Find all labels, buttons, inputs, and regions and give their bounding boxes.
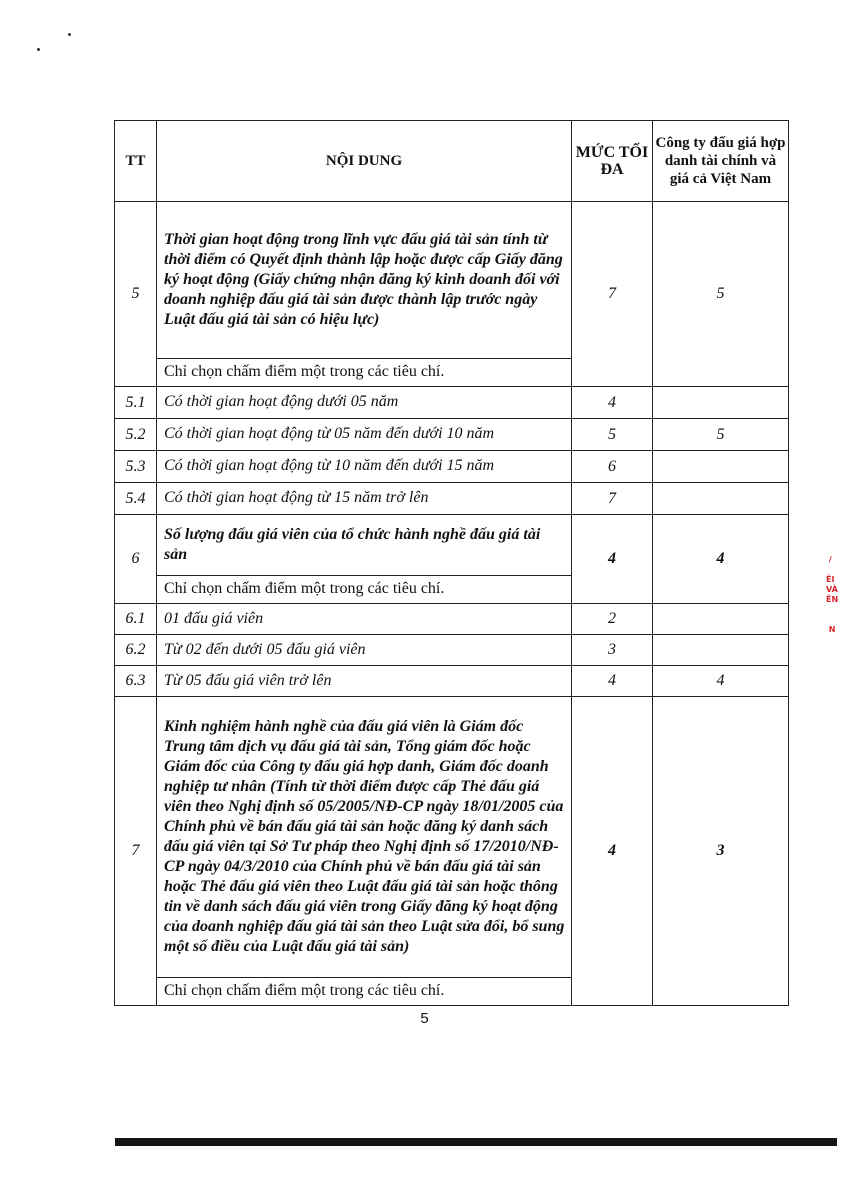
row-max: 4	[572, 515, 653, 604]
row-content: Từ 05 đấu giá viên trở lên	[157, 666, 572, 697]
table-row	[115, 483, 789, 515]
row-content: Số lượng đấu giá viên của tổ chức hành nghề đấu giá tài sản	[157, 515, 572, 576]
header-max-score: MỨC TỐI ĐA	[572, 121, 653, 202]
row-score: 5	[653, 202, 789, 387]
row-content: Có thời gian hoạt động từ 10 năm đến dưới 15 năm	[157, 451, 572, 483]
row-content: 01 đấu giá viên	[157, 604, 572, 635]
table-row	[115, 387, 789, 419]
table-header-row	[115, 121, 789, 202]
row-max: 4	[572, 387, 653, 419]
row-max: 3	[572, 635, 653, 666]
table-row	[115, 202, 789, 359]
page-number: 5	[420, 1010, 429, 1027]
row-content: Thời gian hoạt động trong lĩnh vực đấu giá tài sản tính từ thời điểm có Quyết định thành lập hoặc được cấp Giấy đăng ký hoạt động (Giấy chứng nhận đăng ký kinh doanh đối với doanh nghiệp đấu giá tài sản được thành lập trước ngày Luật đấu giá tài sản có hiệu lực)	[157, 202, 572, 359]
row-content: Kinh nghiệm hành nghề của đấu giá viên là Giám đốc Trung tâm dịch vụ đấu giá tài sản, Tổng giám đốc hoặc Giám đốc của Công ty đấu giá hợp danh, Giám đốc doanh nghiệp tư nhân (Tính từ thời điểm được cấp Thẻ đấu giá viên theo Nghị định số 05/2005/NĐ-CP ngày 18/01/2005 của Chính phủ về bán đấu giá tài sản hoặc đăng ký danh sách đấu giá viên tại Sở Tư pháp theo Nghị định số 17/2010/NĐ-CP ngày 04/3/2010 của Chính phủ về bán đấu giá tài sản hoặc Thẻ đấu giá viên theo Luật đấu giá tài sản hoặc thông tin về danh sách đấu giá viên trong Giấy đăng ký hoạt động của doanh nghiệp đấu giá tài sản theo Luật sửa đổi, bổ sung một số điều của Luật đấu giá tài sản)	[157, 697, 572, 978]
row-score: 3	[653, 697, 789, 1006]
row-content: Có thời gian hoạt động từ 15 năm trở lên	[157, 483, 572, 515]
row-instruction: Chỉ chọn chấm điểm một trong các tiêu chí.	[157, 359, 572, 387]
table-row	[115, 451, 789, 483]
row-tt: 5.2	[115, 419, 157, 451]
header-content: NỘI DUNG	[157, 121, 572, 202]
row-tt: 6	[115, 515, 157, 604]
row-tt: 7	[115, 697, 157, 1006]
row-content: Từ 02 đến dưới 05 đấu giá viên	[157, 635, 572, 666]
row-max: 7	[572, 483, 653, 515]
scan-speck	[37, 48, 40, 51]
row-max: 5	[572, 419, 653, 451]
row-tt: 6.1	[115, 604, 157, 635]
row-score	[653, 604, 789, 635]
row-tt: 5.1	[115, 387, 157, 419]
row-score: 4	[653, 515, 789, 604]
row-max: 7	[572, 202, 653, 387]
row-score	[653, 635, 789, 666]
row-score	[653, 451, 789, 483]
row-score	[653, 483, 789, 515]
table-row	[115, 604, 789, 635]
row-tt: 6.2	[115, 635, 157, 666]
row-max: 6	[572, 451, 653, 483]
row-score: 5	[653, 419, 789, 451]
row-score	[653, 387, 789, 419]
table-row	[115, 635, 789, 666]
row-max: 4	[572, 697, 653, 1006]
row-content: Có thời gian hoạt động từ 05 năm đến dưới 10 năm	[157, 419, 572, 451]
scoring-table	[114, 120, 789, 1006]
header-tt: TT	[115, 121, 157, 202]
scan-speck	[68, 33, 71, 36]
row-tt: 5.3	[115, 451, 157, 483]
table-row	[115, 697, 789, 978]
row-max: 4	[572, 666, 653, 697]
row-content: Có thời gian hoạt động dưới 05 năm	[157, 387, 572, 419]
row-tt: 5	[115, 202, 157, 387]
table-row	[115, 515, 789, 576]
row-instruction: Chỉ chọn chấm điểm một trong các tiêu chí.	[157, 576, 572, 604]
table-row	[115, 419, 789, 451]
red-stamp-fragment: / ÊI VÀ ÊN N	[826, 555, 839, 634]
row-tt: 6.3	[115, 666, 157, 697]
table-row	[115, 666, 789, 697]
row-instruction: Chỉ chọn chấm điểm một trong các tiêu chí.	[157, 978, 572, 1006]
header-company-score: Công ty đấu giá hợp danh tài chính và giá cả Việt Nam	[653, 121, 789, 202]
row-tt: 5.4	[115, 483, 157, 515]
row-score: 4	[653, 666, 789, 697]
row-max: 2	[572, 604, 653, 635]
scan-bottom-edge	[115, 1138, 837, 1146]
